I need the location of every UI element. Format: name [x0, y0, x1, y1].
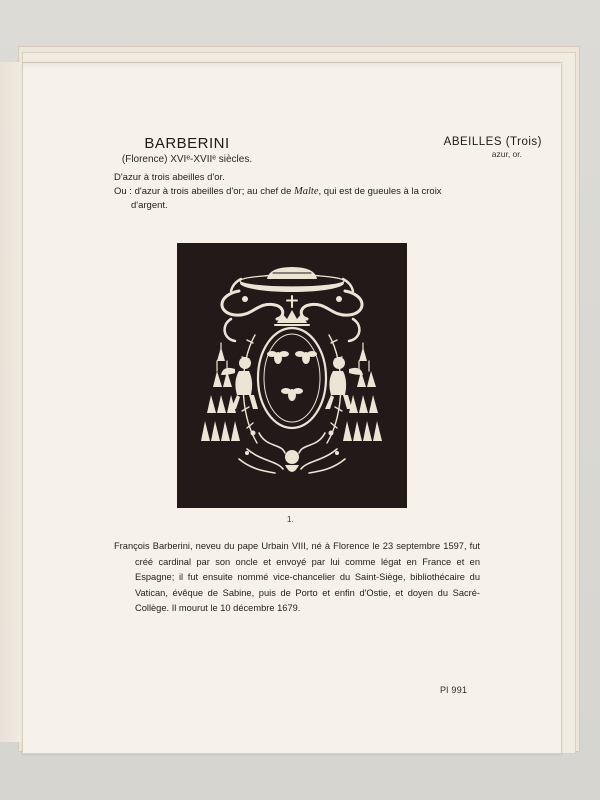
family-name: BARBERINI [144, 135, 230, 152]
blazon-line-1: D'azur à trois abeilles d'or. [114, 172, 225, 183]
bee-icon-3 [281, 388, 303, 401]
biography-text: François Barberini, neveu du pape Urbain VIII, né à Florence le 23 septembre 1597, fut créé cardinal par son oncle et envoyé par lui comme légat en France et en Espagne; il fut ensuite nommé vice-chancelier du Saint-Siège, bibliothécaire du Vatican, évêque de Sabine, puis de Porto et enfin d'Ostie, et doyen du Sacré-Collège. Il mourut le 10 décembre 1679. [114, 541, 480, 613]
blazon-line-2-italic: Malte [294, 186, 319, 197]
book-left-edge [0, 62, 23, 742]
meuble-block [444, 136, 542, 159]
blazon-description [114, 171, 480, 213]
family-origin: (Florence) XVIᵉ-XVIIᵉ siècles. [121, 154, 253, 165]
cherub-right-icon [325, 357, 363, 409]
cardinal-hat-icon [231, 267, 353, 292]
coat-of-arms-plate [177, 243, 407, 508]
tassels-right-icon [343, 347, 382, 441]
crown-icon [275, 310, 309, 325]
bee-icon-1 [267, 351, 289, 364]
mascaron-icon [285, 450, 299, 472]
page-top-shadow [22, 62, 560, 70]
figure-number: 1. [287, 515, 294, 524]
meuble-name: ABEILLES (Trois) [443, 136, 542, 148]
blazon-line-2-prefix: Ou : d'azur à trois abeilles d'or; au chef de [114, 186, 295, 197]
cross-icon [287, 296, 297, 307]
coat-of-arms-illustration [177, 243, 407, 508]
tassels-left-icon [201, 347, 240, 441]
meuble-colors: azur, or. [491, 149, 522, 159]
bee-icon-2 [295, 351, 317, 364]
title-block [112, 135, 262, 165]
blazon-line-2-suffix: , qui est de gueules à la croix d'argent. [131, 186, 442, 211]
blazon-line-2 [114, 185, 480, 213]
biography [114, 539, 480, 617]
plate-reference: Pl 991 [440, 685, 468, 695]
shield-oval [258, 328, 326, 428]
